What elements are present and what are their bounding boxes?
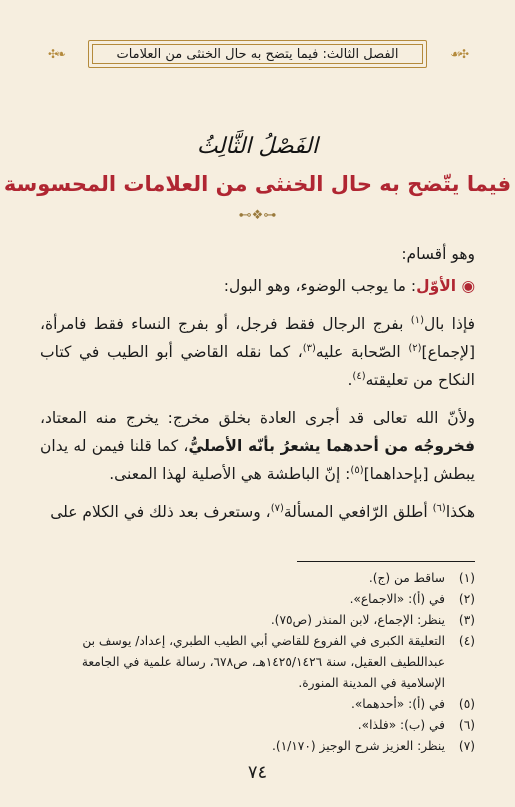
running-header: [48, 34, 467, 74]
footnote-ref-7[interactable]: (٧): [270, 502, 284, 514]
footnote-item: [40, 715, 475, 736]
footnote-text: ينظر: الإجماع، لابن المنذر (ص٧٥).: [270, 613, 445, 627]
footnote-ref-5[interactable]: (٥): [350, 464, 364, 476]
footnotes: [40, 568, 475, 757]
text-run: هكذا: [445, 503, 475, 521]
text-run: ، وستعرف بعد ذلك في الكلام على: [50, 503, 271, 521]
footnote-number: (٧): [458, 739, 475, 753]
footnote-item: [40, 631, 475, 694]
text-run: ، كما نقله القاضي أبو الطيب في كتاب النكاح من تعليقته: [40, 343, 475, 389]
paragraph-4: [40, 498, 475, 526]
title-ornament-icon: ⊷❖⊶: [238, 208, 277, 223]
footnote-item: [40, 568, 475, 589]
bullet-icon: ◉: [456, 277, 475, 295]
body-text: [40, 240, 475, 536]
footnote-item: [40, 589, 475, 610]
text-run: أطلق الرّافعي المسألة: [283, 503, 433, 521]
bold-phrase: فخروجُه من أحدهما يشعرُ بأنّه الأصليُّ: [188, 437, 475, 455]
footnote-number: (٣): [458, 613, 475, 627]
page-number: ٧٤: [247, 762, 268, 783]
footnote-ref-4[interactable]: (٤): [352, 370, 366, 382]
footnote-text: ساقط من (ج).: [368, 571, 445, 585]
footnote-ref-1[interactable]: (١): [410, 314, 424, 326]
footnote-number: (٦): [458, 718, 475, 732]
paragraph-intro: [40, 240, 475, 268]
text-run: بفرج الرجال فقط فرجل، أو بفرج النساء فقط فامرأة، [لإجماع]: [40, 315, 475, 361]
running-header-text: الفصل الثالث: فيما يتضح به حال الخنثى من العلامات: [116, 46, 399, 62]
footnote-ref-3[interactable]: (٣): [302, 342, 316, 354]
intro-text: وهو أقسام:: [401, 245, 475, 263]
paragraph-2: [40, 310, 475, 394]
footnote-text: في (أ): «أحدهما».: [350, 697, 445, 711]
section-lead: الأوّل: [416, 277, 457, 295]
text-run: فإذا بال: [423, 315, 475, 333]
header-ornament-left-icon: ✣❧: [48, 47, 65, 61]
text-run: ولأنّ الله تعالى قد أجرى العادة بخلق مخرج: يخرج منه المعتاد،: [40, 409, 475, 427]
footnote-ref-2[interactable]: (٢): [408, 342, 422, 354]
footnote-number: (٤): [458, 634, 475, 648]
footnote-divider: [297, 561, 475, 562]
footnote-item: [40, 694, 475, 715]
section-text: : ما يوجب الوضوء، وهو البول:: [223, 277, 417, 295]
paragraph-first-section: [40, 272, 475, 300]
text-run: : إنّ الباطشة هي الأصلية لهذا المعنى.: [109, 465, 351, 483]
text-run: .: [347, 371, 353, 389]
footnote-number: (٥): [458, 697, 475, 711]
footnote-text: التعليقة الكبرى في الفروع للقاضي أبي الطيب الطبري، إعداد/ يوسف بن عبداللطيف العقيل، سنة ١٤٢٥/١٤٢٦هـ، ص٦٧٨، رسالة علمية في الجامعة الإسلامية في المدينة المنورة.: [81, 634, 445, 690]
footnote-number: (١): [458, 571, 475, 585]
footnote-ref-6[interactable]: (٦): [432, 502, 446, 514]
footnote-item: [40, 610, 475, 631]
text-run: الصّحابة عليه: [315, 343, 409, 361]
text-run: ، كما قلنا فيمن له يدان يبطش [بإحداهما]: [40, 437, 475, 483]
footnote-item: [40, 736, 475, 757]
chapter-label: الفَصْلُ الثَّالِثُ: [196, 134, 319, 159]
footnote-text: في (أ): «الاجماع».: [349, 592, 445, 606]
footnote-number: (٢): [458, 592, 475, 606]
chapter-title: فيما يتّضح به حال الخنثى من العلامات المحسوسة: [3, 172, 512, 196]
footnote-text: في (ب): «فلذا».: [357, 718, 445, 732]
paragraph-3: [40, 404, 475, 488]
footnote-text: ينظر: العزيز شرح الوجيز (١/١٧٠).: [271, 739, 445, 753]
header-ornament-right-icon: ☙✣: [450, 47, 467, 61]
